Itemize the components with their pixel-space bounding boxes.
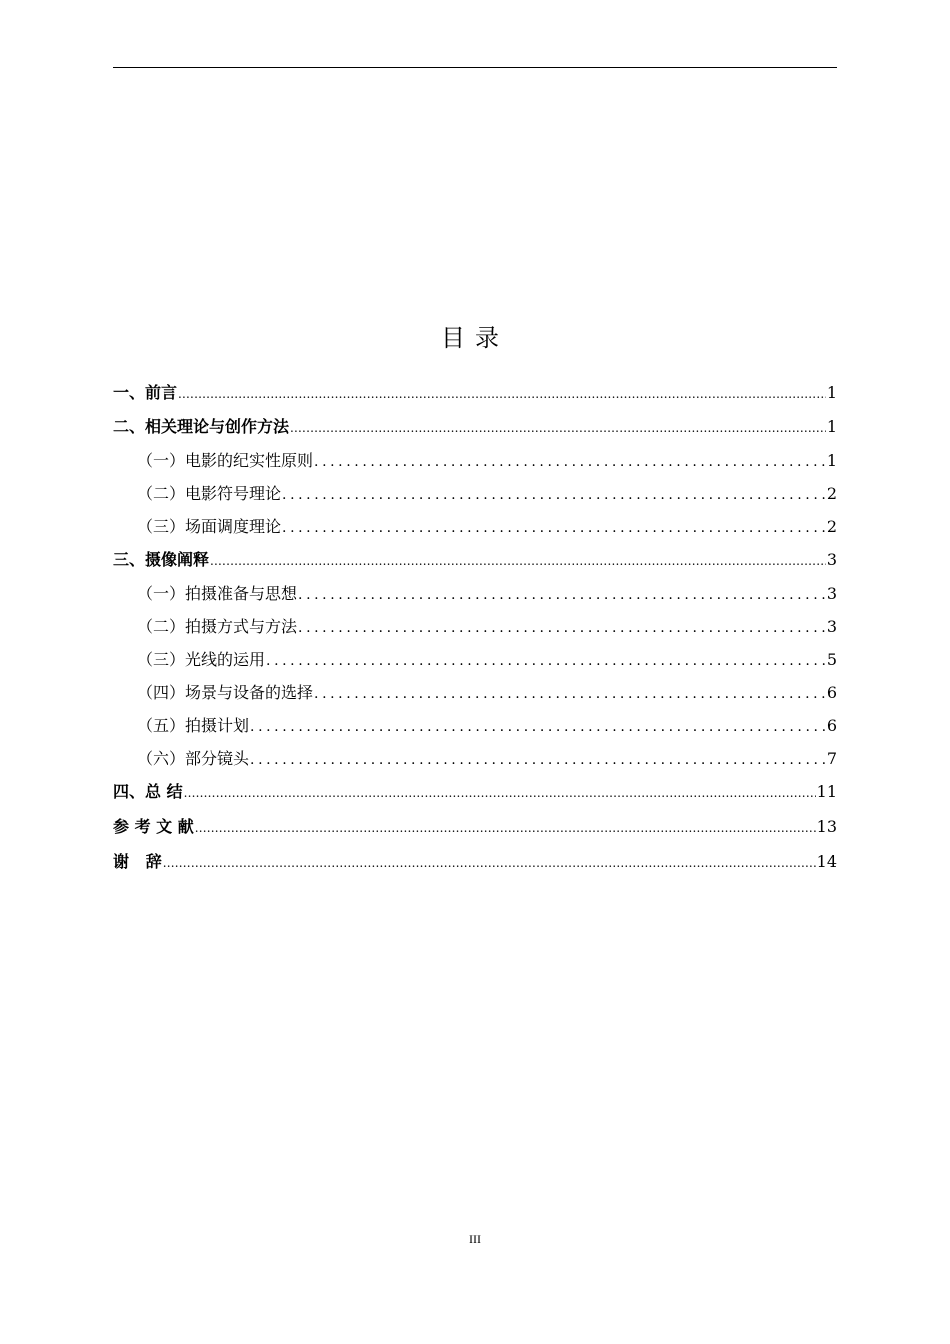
toc-dot-leader (210, 550, 826, 569)
toc-entry-label: （三）场面调度理论 (137, 517, 282, 536)
toc-entry[interactable] (113, 647, 837, 680)
toc-entry-label: 三、摄像阐释 (113, 550, 210, 569)
toc-entry[interactable] (113, 448, 837, 481)
toc-dot-leader (282, 484, 826, 503)
toc-entry-page: 1 (826, 451, 837, 470)
toc-entry[interactable] (113, 614, 837, 647)
toc-entry-page: 6 (826, 683, 837, 702)
toc-entry-label: 谢 辞 (113, 852, 162, 871)
toc-entry-label: （二）拍摄方式与方法 (137, 617, 298, 636)
toc-entry[interactable] (113, 380, 837, 414)
toc-entry-label: （四）场景与设备的选择 (137, 683, 314, 702)
toc-entry[interactable] (113, 481, 837, 514)
toc-entry-page: 11 (816, 782, 837, 801)
toc-dot-leader (298, 584, 826, 603)
header-rule (113, 67, 837, 68)
toc-entry[interactable] (113, 713, 837, 746)
toc-dot-leader (195, 817, 816, 836)
toc-dot-leader (282, 517, 826, 536)
toc-entry[interactable] (113, 680, 837, 713)
toc-entry-label: （三）光线的运用 (137, 650, 266, 669)
toc-entry-page: 2 (826, 517, 837, 536)
toc-entry[interactable] (113, 814, 837, 849)
toc-entry-label: 四、总 结 (113, 782, 183, 801)
toc-dot-leader (184, 782, 816, 801)
toc-entry-page: 6 (826, 716, 837, 735)
toc-entry-label: 一、前言 (113, 383, 178, 402)
toc-dot-leader (314, 683, 826, 702)
toc-entry-page: 1 (826, 383, 837, 402)
toc-entry-page: 2 (826, 484, 837, 503)
toc-dot-leader (250, 716, 826, 735)
toc-entry-page: 3 (826, 617, 837, 636)
toc-entry-label: 二、相关理论与创作方法 (113, 417, 290, 436)
toc-entry-page: 13 (816, 817, 837, 836)
toc-entry[interactable] (113, 514, 837, 547)
toc-entry-label: （五）拍摄计划 (137, 716, 250, 735)
toc-dot-leader (290, 417, 826, 436)
toc-entry[interactable] (113, 414, 837, 448)
toc-entry-page: 3 (826, 550, 837, 569)
toc-dot-leader (314, 451, 826, 470)
toc-entry[interactable] (113, 779, 837, 814)
toc-entry-page: 14 (816, 852, 837, 871)
toc-entry-page: 3 (826, 584, 837, 603)
toc-dot-leader (266, 650, 826, 669)
toc-dot-leader (250, 749, 826, 768)
toc-entry[interactable] (113, 547, 837, 581)
toc-dot-leader (298, 617, 826, 636)
page-title: 目录 (441, 324, 509, 352)
toc-entry[interactable] (113, 746, 837, 779)
toc-entry[interactable] (113, 581, 837, 614)
table-of-contents (113, 380, 837, 884)
footer-page-number: III (469, 1232, 481, 1246)
toc-entry-page: 1 (826, 417, 837, 436)
toc-entry-label: （二）电影符号理论 (137, 484, 282, 503)
toc-entry-page: 7 (826, 749, 837, 768)
toc-entry-page: 5 (826, 650, 837, 669)
toc-entry-label: （一）电影的纪实性原则 (137, 451, 314, 470)
toc-entry-label: 参 考 文 献 (113, 817, 194, 836)
toc-entry-label: （六）部分镜头 (137, 749, 250, 768)
toc-dot-leader (178, 383, 826, 402)
toc-entry-label: （一）拍摄准备与思想 (137, 584, 298, 603)
toc-dot-leader (163, 852, 816, 871)
toc-entry[interactable] (113, 849, 837, 884)
